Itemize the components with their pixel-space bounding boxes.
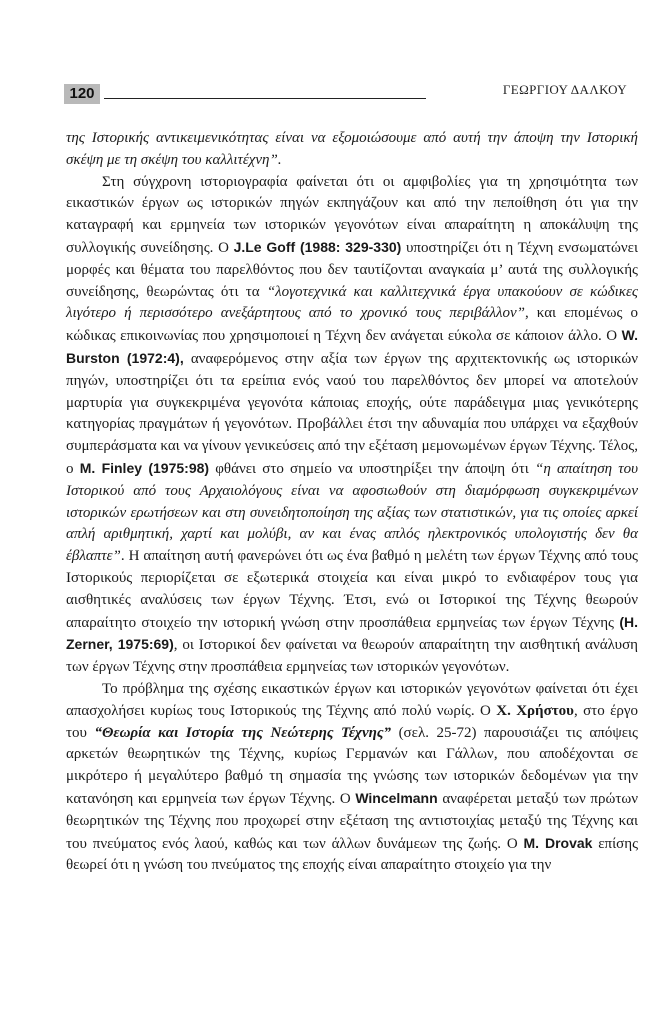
citation-finley: M. Finley (1975:98) (79, 459, 210, 476)
text-run: φθάνει στο σημείο να υποστηρίξει την άποψη ότι (215, 460, 529, 477)
citation-wincelmann: Wincelmann (355, 789, 438, 806)
paragraph-3 (66, 679, 638, 877)
text-run: αναφερόμενος στην αξία των έργων της αρχιτεκτονικής ως ιστορικών πηγών, υποστηρίζει ότι τα ερείπια ενός ναού του παρελθόντος δεν μπορεί να αποτελούν μαρτυρία για συγκεκριμένα γεγονότα κάποιας εποχής, ούτε παράδειγμα μιας γενικότερης κατηγορίας πραγμάτων ή γεγονότων. Προβάλλει έτσι την αδυναμία που υπάρχει να εξαχθούν συμπεράσματα και να γίνουν γενικεύσεις από την εξέταση μεμονωμένων έργων Τέχνης. Τέλος, ο (66, 350, 639, 477)
text-run: , και επομένως ο κώδικας επικοινωνίας που χρησιμοποιεί η Τέχνη δεν ανάγεται εύκολα σε κάποιον άλλο. Ο (66, 305, 638, 345)
text-run: υποστηρίζει ότι η Τέχνη ενσωματώνει μορφές και θέματα του παρελθόντος που δεν ταυτίζονται αναγκαία μ’ αυτά της συλλογικής συνείδησης, θεωρώντας ότι τα (66, 239, 638, 300)
page-number: 120 (64, 84, 100, 104)
text-run: αναφέρεται μεταξύ των πρώτων θεωρητικών της Τέχνης που προχωρεί στην εξέταση της αντιστοιχίας μεταξύ της Τέχνης και του πνεύματος ενός λαού, καθώς και των άλλων δυνάμεων της ζωής. Ο (66, 790, 639, 852)
text-run: Το πρόβλημα της σχέσης εικαστικών έργων και ιστορικών γεγονότων φαίνεται ότι έχει απασχολήσει κυρίως τους Ιστορικούς της Τέχνης από πολύ νωρίς. Ο (66, 680, 638, 719)
italic-quote: “η απαίτηση του Ιστορικού από τους Αρχαιολόγους είναι να αφοσιωθούν στη διαμόρφωση συγκεκριμένων ιστορικών ερωτήσεων και στη συνειδητοποίηση της αξίας των στατιστικών, για τις οποίες αρκεί απλή αριθμητική, χαρτί και μολύβι, αν και ένας απλός ηλεκτρονικός υπολογιστής δεν θα έβλαπτε” (66, 460, 639, 565)
citation-zerner: (H. Zerner, 1975:69) (66, 613, 638, 653)
italic-quote: της Ιστορικής αντικειμενικότητας είναι να εξομοιώσουμε από αυτή την άποψη την Ιστορική σκέψη με τη σκέψη του καλλιτέχνη”. (66, 130, 638, 168)
text-run: , οι Ιστορικοί δεν φαίνεται να θεωρούν απαραίτητη την αισθητική ανάλυση των έργων Τέχνης στην προσπάθεια ερμηνείας των ιστορικών γεγονότων. (66, 637, 638, 676)
italic-quote: “λογοτεχνικά και καλλιτεχνικά έργα υπακούουν σε κώδικες λιγότερο ή περισσότερο ανεξάρτητους από το χρονικό τους περιβάλλον” (66, 283, 638, 322)
citation-drovak: M. Drovak (523, 834, 593, 851)
text-run: . Η απαίτηση αυτή φανερώνει ότι ως ένα βαθμό η μελέτη των έργων Τέχνης από τους Ιστορικούς περιορίζεται σε εξωτερικά στοιχεία και είναι μικρό το ενδιαφέρον τους για αισθητικές αναλύσεις των έργων Τέχνης. Έτσι, ενώ οι Ιστορικοί της Τέχνης θεωρούν απαραίτητο στοιχείο την ιστορική γνώση στην προσπάθεια ερμηνείας των έργων Τέχνης (66, 548, 638, 631)
paragraph-1 (66, 128, 638, 172)
citation-burston: W. Burston (1972:4), (66, 327, 638, 366)
text-run: (σελ. 25-72) παρουσιάζει τις απόψεις αρκετών θεωρητικών της Τέχνης, κυρίως Γερμανών και Γάλλων, που αποδέχονται σε μικρότερο ή μεγαλύτερο βαθμό τη σημασία της γνώσης των ιστορικών δεδομένων για την κατανόηση και ερμηνεία των έργων Τέχνης. Ο (66, 724, 638, 807)
author-christou: Χ. Χρήστου (496, 702, 574, 719)
text-run: Στη σύγχρονη ιστοριογραφία φαίνεται ότι οι αμφιβολίες για τη χρησιμότητα των εικαστικών έργων ως ιστορικών πηγών εκπηγάζουν και από την πεποίθηση ότι για την καταγραφή και ερμηνεία των ιστορικών γεγονότων είναι απαραίτητη η αποκάλυψη της συλλογικής συνείδησης. Ο (66, 173, 638, 256)
header-rule (104, 98, 426, 99)
citation-le-goff: J.Le Goff (1988: 329-330) (233, 238, 402, 255)
running-head: ΓΕΩΡΓΙΟΥ ΔΑΛΚΟΥ (502, 82, 627, 97)
text-run: , στο έργο του (66, 702, 638, 741)
book-title: “Θεωρία και Ιστορία της Νεώτερης Τέχνης” (94, 724, 392, 741)
body-text (66, 128, 638, 877)
paragraph-2 (66, 172, 638, 679)
text-run: επίσης θεωρεί ότι η γνώση του πνεύματος της εποχής είναι απαραίτητο στοιχείο για την (66, 835, 639, 874)
